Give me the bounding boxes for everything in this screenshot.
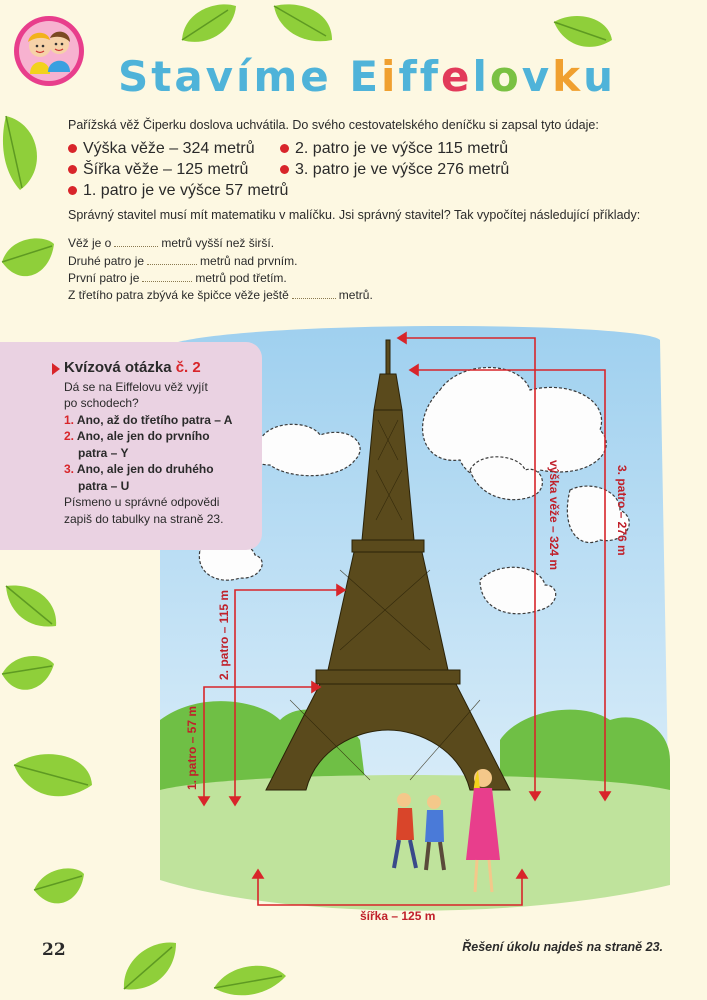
fact-item: Šířka věže – 125 metrů [68,161,248,179]
fact-item: 3. patro je ve výšce 276 metrů [280,161,509,179]
page-number: 22 [42,940,66,960]
leaf-decoration [10,745,96,807]
leaf-decoration [0,232,58,290]
answer-blank[interactable] [114,237,158,247]
quiz-option[interactable]: 1. Ano, až do třetího patra – A [64,412,233,427]
label-height: výška věže – 324 m [547,460,561,571]
solution-note: Řešení úkolu najdeš na straně 23. [462,940,663,954]
leaf-decoration [118,935,180,995]
fact-item: 1. patro je ve výšce 57 metrů [68,182,288,200]
label-width: šířka – 125 m [360,909,436,923]
exercise-line: Věž je o metrů vyšší než širší. [68,236,275,250]
leaf-decoration [268,0,338,46]
page-title: Stavíme Eiffelovku [118,52,616,101]
quiz-option[interactable]: 2. Ano, ale jen do prvního patra – Y [64,429,210,460]
leaf-decoration [2,580,60,632]
quiz-question: Dá se na Eiffelovu věž vyjít po schodech? [64,379,208,410]
leaf-decoration [210,958,290,1000]
triangle-icon [52,363,60,375]
leaf-decoration [0,650,56,702]
leaf-decoration [30,862,88,916]
leaf-decoration [550,10,616,54]
label-floor3: 3. patro – 276 m [615,465,629,556]
exercise-line: První patro je metrů pod třetím. [68,271,287,285]
label-floor1: 1. patro – 57 m [185,705,199,790]
quiz-box [0,342,262,550]
quiz-footer: Písmeno u správné odpovědi zapiš do tabulky na straně 23. [64,495,224,526]
quiz-title: Kvízová otázka č. 2 [64,360,252,377]
leaf-decoration [178,0,240,48]
answer-blank[interactable] [147,255,197,265]
fact-item: 2. patro je ve výšce 115 metrů [280,140,508,158]
exercise-line: Druhé patro je metrů nad prvním. [68,254,298,268]
kids-logo [12,14,86,88]
quiz-option[interactable]: 3. Ano, ale jen do druhého patra – U [64,462,214,493]
answer-blank[interactable] [292,289,336,299]
label-floor2: 2. patro – 115 m [217,589,231,680]
answer-blank[interactable] [142,272,192,282]
intro-text: Pařížská věž Čiperku doslova uchvátila. Do svého cestovatelského deníčku si zapsal tyto údaje: [68,118,599,132]
prompt-text: Správný stavitel musí mít matematiku v malíčku. Jsi správný stavitel? Tak vypočítej následující příklady: [68,208,641,222]
exercise-line: Z třetího patra zbývá ke špičce věže ještě metrů. [68,288,373,302]
leaf-decoration [0,110,50,194]
fact-item: Výška věže – 324 metrů [68,140,255,158]
